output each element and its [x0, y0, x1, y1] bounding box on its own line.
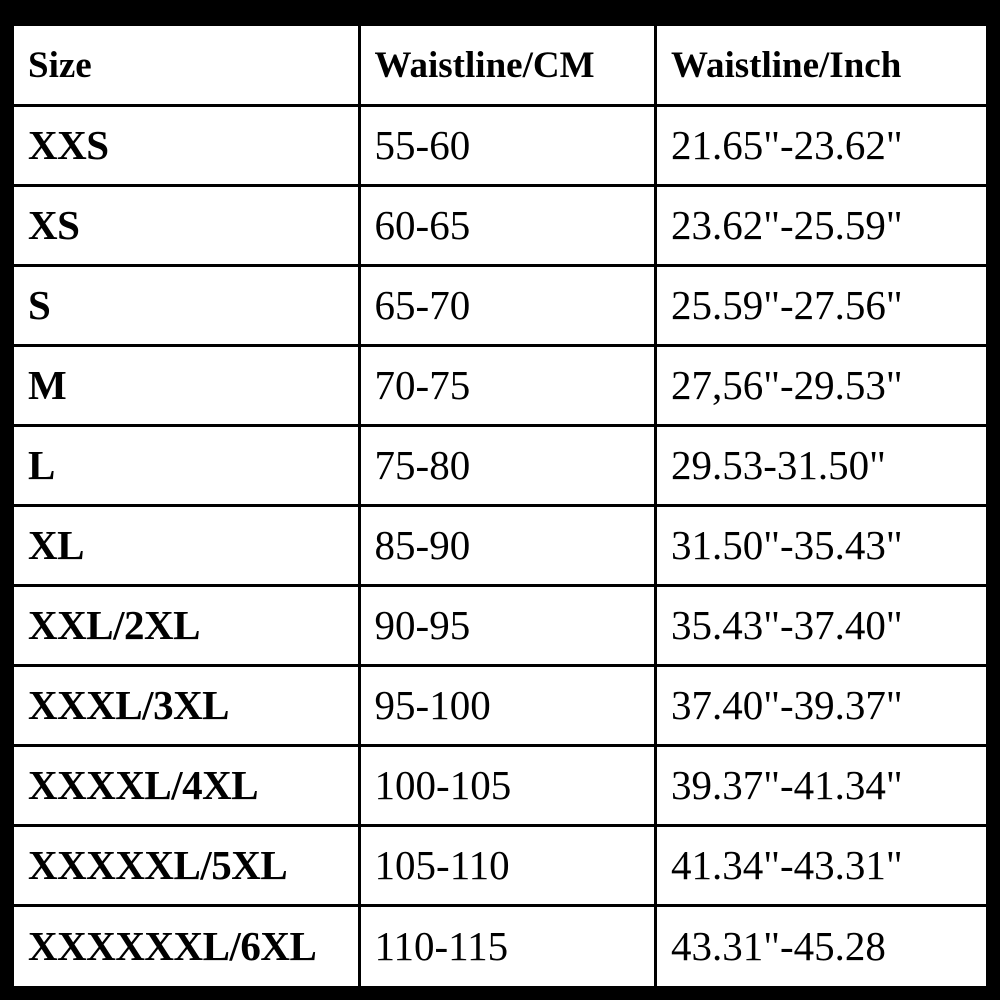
cell-waistline-inch: 21.65"-23.62"	[656, 106, 987, 186]
table-header-row	[14, 26, 986, 106]
table-row	[14, 426, 986, 506]
table-row	[14, 186, 986, 266]
column-header-waistline-cm: Waistline/CM	[359, 26, 655, 106]
cell-waistline-inch: 27,56"-29.53"	[656, 346, 987, 426]
cell-waistline-cm: 60-65	[359, 186, 655, 266]
table-body	[14, 106, 986, 987]
cell-waistline-inch: 35.43"-37.40"	[656, 586, 987, 666]
size-chart-table	[14, 26, 986, 986]
cell-waistline-cm: 90-95	[359, 586, 655, 666]
cell-size: XXXL/3XL	[14, 666, 359, 746]
table-row	[14, 346, 986, 426]
table-row	[14, 506, 986, 586]
table-row	[14, 906, 986, 986]
cell-waistline-cm: 100-105	[359, 746, 655, 826]
cell-waistline-cm: 70-75	[359, 346, 655, 426]
cell-waistline-cm: 105-110	[359, 826, 655, 906]
cell-waistline-cm: 65-70	[359, 266, 655, 346]
cell-size: L	[14, 426, 359, 506]
cell-waistline-cm: 95-100	[359, 666, 655, 746]
table-row	[14, 826, 986, 906]
table-row	[14, 666, 986, 746]
cell-size: XXS	[14, 106, 359, 186]
cell-waistline-inch: 39.37"-41.34"	[656, 746, 987, 826]
table-row	[14, 746, 986, 826]
cell-waistline-cm: 85-90	[359, 506, 655, 586]
cell-waistline-inch: 41.34"-43.31"	[656, 826, 987, 906]
cell-waistline-inch: 29.53-31.50"	[656, 426, 987, 506]
table-row	[14, 586, 986, 666]
cell-waistline-inch: 37.40"-39.37"	[656, 666, 987, 746]
cell-waistline-inch: 25.59"-27.56"	[656, 266, 987, 346]
cell-size: XS	[14, 186, 359, 266]
cell-size: XXXXL/4XL	[14, 746, 359, 826]
cell-size: XXXXXL/5XL	[14, 826, 359, 906]
cell-waistline-cm: 75-80	[359, 426, 655, 506]
cell-waistline-cm: 55-60	[359, 106, 655, 186]
cell-waistline-inch: 31.50"-35.43"	[656, 506, 987, 586]
cell-waistline-cm: 110-115	[359, 906, 655, 986]
size-chart-frame	[10, 22, 990, 990]
table-row	[14, 266, 986, 346]
cell-size: XXXXXXL/6XL	[14, 906, 359, 986]
column-header-size: Size	[14, 26, 359, 106]
cell-size: S	[14, 266, 359, 346]
cell-waistline-inch: 23.62"-25.59"	[656, 186, 987, 266]
cell-size: XXL/2XL	[14, 586, 359, 666]
table-header	[14, 26, 986, 106]
cell-waistline-inch: 43.31"-45.28	[656, 906, 987, 986]
column-header-waistline-inch: Waistline/Inch	[656, 26, 987, 106]
table-row	[14, 106, 986, 186]
cell-size: XL	[14, 506, 359, 586]
cell-size: M	[14, 346, 359, 426]
